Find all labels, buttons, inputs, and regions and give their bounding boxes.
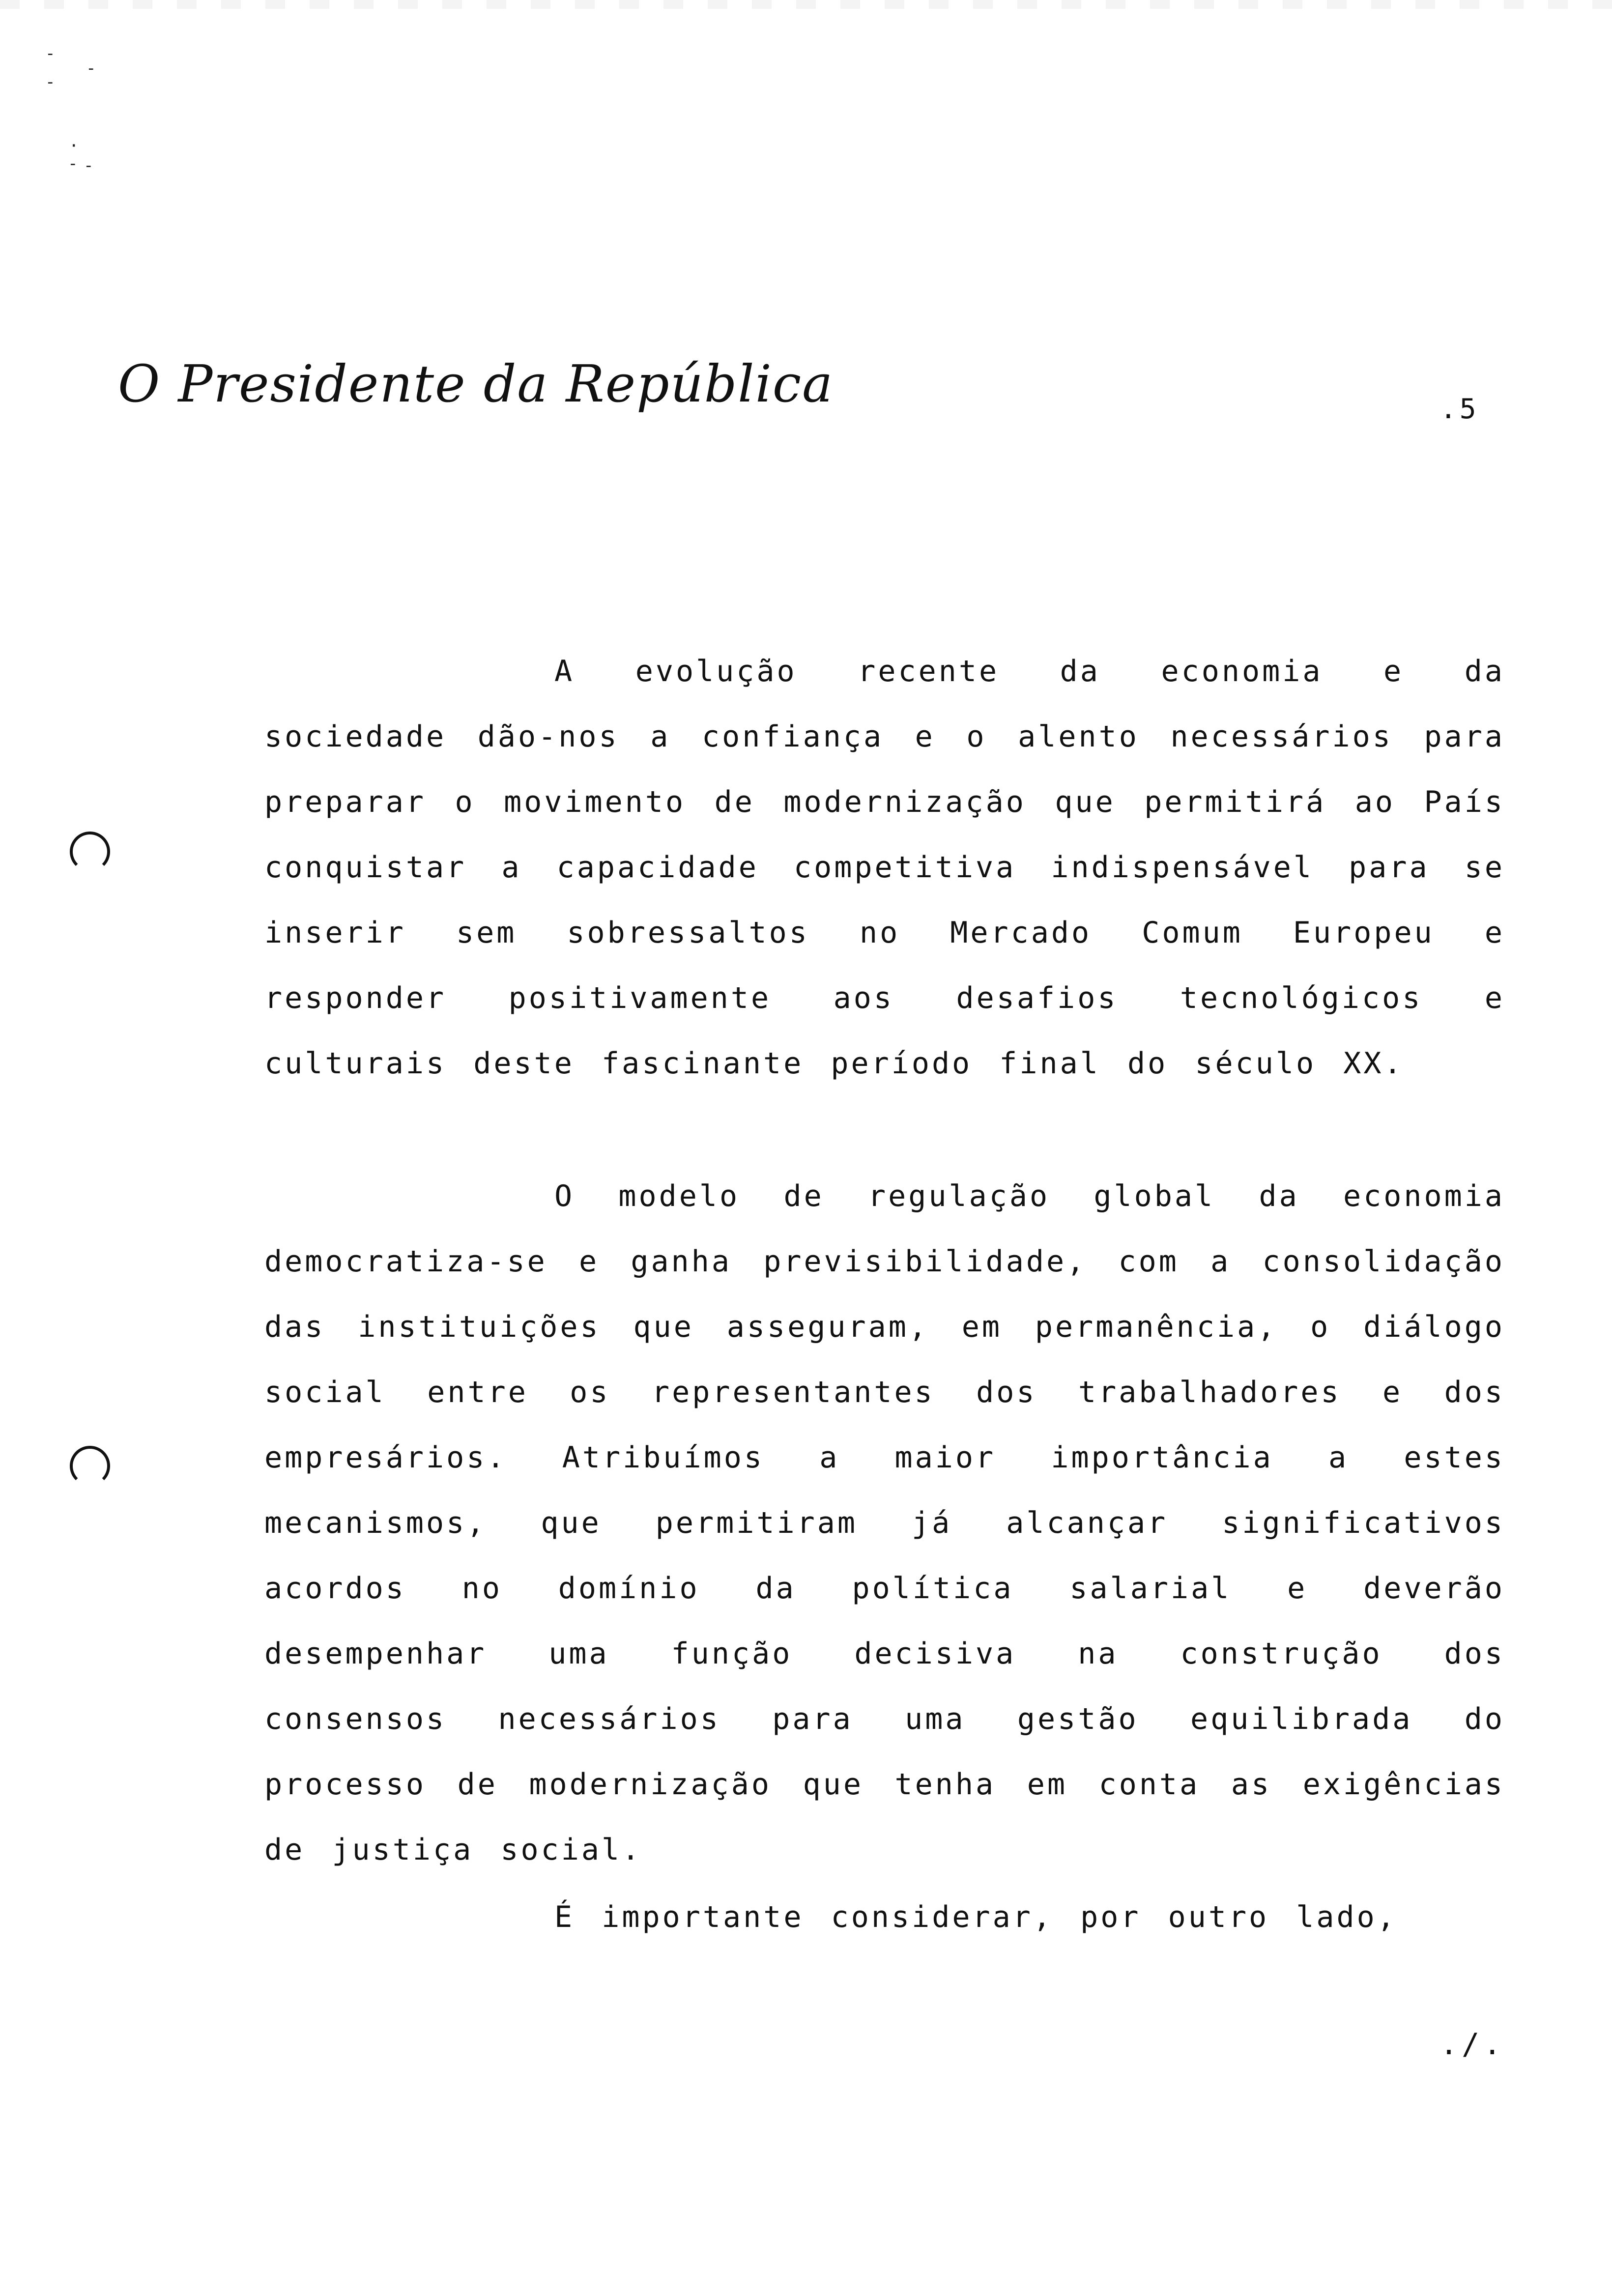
- margin-mark: -: [86, 58, 96, 78]
- paragraph-1: A evolução recente da economia e da sociedade dão-nos a confiança e o alento necessários para preparar o movimento de modernização que permitirá ao País conquistar a capacidade competitiva indispensável para se inserir sem sobressaltos no Mercado Comum Europeu e responder positivamente aos desafios tecnológicos e culturais deste fascinante período final do século XX.: [264, 654, 1505, 1081]
- paragraph-3: É importante considerar, por outro lado,: [554, 1900, 1397, 1934]
- margin-mark: -: [84, 156, 94, 175]
- margin-mark: -: [45, 72, 56, 92]
- scan-edge-noise: [0, 0, 1612, 9]
- margin-mark: -: [45, 44, 56, 63]
- page-number: .5: [1440, 393, 1479, 425]
- punch-hole-mark: [70, 832, 110, 872]
- punch-hole-mark: [70, 1446, 110, 1486]
- continuation-mark: ./.: [1440, 2027, 1505, 2062]
- margin-mark: -: [68, 154, 78, 173]
- margin-mark: ·: [69, 136, 79, 156]
- letterhead-title: O Presidente da República: [118, 354, 834, 414]
- paragraph-2: O modelo de regulação global da economia democratiza-se e ganha previsibilidade, com a consolidação das instituições que asseguram, em permanência, o diálogo social entre os representantes dos trabalhadores e dos empresários. Atribuímos a maior importância a estes mecanismos, que permitiram já alcançar significativos acordos no domínio da política salarial e deverão desempenhar uma função decisiva na construção dos consensos necessários para uma gestão equilibrada do processo de modernização que tenha em conta as exigências de justiça social.: [264, 1179, 1505, 1867]
